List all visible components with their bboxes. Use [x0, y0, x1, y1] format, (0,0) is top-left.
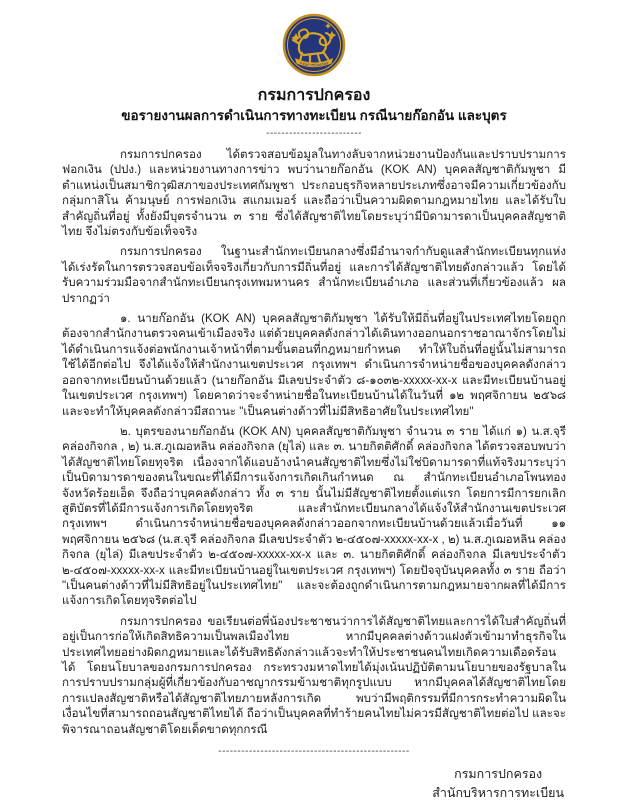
paragraph-verification: กรมการปกครอง ในฐานะสำนักทะเบียนกลางซึ่งมีอำนาจกำกับดูแลสำนักทะเบียนทุกแห่ง ได้เร่งรัดในการตรวจสอบข้อเท็จจริงเกี่ยวกับการมีถิ่นที่อยู่ และการได้สัญชาติไทยดังกล่าวแล้ว โดยได้รับความร่วมมือจากสำนักทะเบียนกรุงเทพมหานคร สำนักทะเบียนอำเภอ และส่วนที่เกี่ยวข้องแล้ว ผลปรากฏว่า	[62, 245, 566, 305]
paragraph-closing: กรมการปกครอง ขอเรียนต่อพี่น้องประชาชนว่าการได้สัญชาติไทยและการได้ใบสำคัญถิ่นที่อยู่เป็นการก่อให้เกิดสิทธิความเป็นพลเมืองไทย หากมีบุคคลต่างด้าวแฝงตัวเข้ามาทำธุรกิจในประเทศไทยอย่างผิดกฎหมายและได้รับสิทธิดังกล่าวแล้วจะทำให้ประชาชนคนไทยเกิดความเดือดร้อนได้ โดยนโยบาลของกรมการปกครอง กระทรวงมหาดไทยได้มุ่งเน้นปฏิบัติตามนโยบายของรัฐบาลในการปราบปรามกลุ่มผู้ที่เกี่ยวข้องกับอาชญากรรมข้ามชาติทุกรูปแบบ หากมีบุคคลได้สัญชาติไทยโดยการแปลงสัญชาติหรือได้สัญชาติไทยภายหลังการเกิด พบว่ามีพฤติกรรมที่มีการกระทำความผิดในเงื่อนไขที่สามารถถอนสัญชาติไทยได้ ถือว่าเป็นบุคคลที่ทำร้ายคนไทยไม่ควรมีสัญชาติไทยต่อไป และจะพิจารณาถอนสัญชาติโดยเด็ดขาดทุกกรณี	[62, 614, 566, 736]
signoff-block	[432, 765, 564, 803]
paragraph-intro: กรมการปกครอง ได้ตรวจสอบข้อมูลในทางลับจากหน่วยงานป้องกันและปราบปรามการฟอกเงิน (ปปง.) และหน่วยงานทางการข่าว พบว่านายก๊อกอัน (KOK AN) บุคคลสัญชาติกัมพูชา มีตำแหน่งเป็นสมาชิกวุฒิสภาของประเทศกัมพูชา ประกอบธุรกิจหลายประเภทซึ่งอาจมีความเกี่ยวข้องกับกลุ่มกาสิโน ค้ามนุษย์ การฟอกเงิน สแกมเมอร์ และถือว่าเป็นความผิดตามกฎหมายไทย และได้รับใบสำคัญถิ่นที่อยู่ ทั้งยังมีบุตรจำนวน ๓ ราย ซึ่งได้สัญชาติไทยโดยระบุว่ามีบิดามารดาเป็นบุคคลสัญชาติไทย จึงไม่ตรงกับข้อเท็จจริง	[62, 148, 566, 239]
signoff-agency: กรมการปกครอง	[454, 767, 543, 782]
seal-banner-text: กรมการปกครอง	[299, 60, 329, 68]
paragraph-item-1: ๑. นายก๊อกอัน (KOK AN) บุคคลสัญชาติกัมพูชา ได้รับให้มีถิ่นที่อยู่ในประเทศไทยโดยถูกต้องจากสำนักงานตรวจคนเข้าเมืองจริง แต่ด้วยบุคคลดังกล่าวได้เดินทางออกนอกราชอาณาจักรโดยไม่ได้ดำเนินการแจ้งต่อพนักงานเจ้าหน้าที่ตามขั้นตอนที่กฎหมายกำหนด ทำให้ใบถิ่นที่อยู่นั้นไม่สามารถใช้ได้อีกต่อไป จึงได้แจ้งให้สำนักงานเขตประเวศ กรุงเทพฯ ดำเนินการจำหน่ายชื่อของบุคคลดังกล่าวออกจากทะเบียนบ้านด้วยแล้ว (นายก๊อกอัน มีเลขประจำตัว ๘-๑๐๓๒-xxxxx-xx-x และมีทะเบียนบ้านอยู่ในเขตประเวศ กรุงเทพฯ) โดยคาดว่าจะจำหน่ายชื่อในทะเบียนบ้านได้ในวันที่ ๑๒ พฤศจิกายน ๒๕๖๘ และจะทำให้บุคคลดังกล่าวมีสถานะ "เป็นคนต่างด้าวที่ไม่มีสิทธิอาศัยในประเทศไทย"	[62, 312, 566, 418]
signoff-bureau: สำนักบริหารการทะเบียน	[432, 786, 564, 801]
top-separator: -------------------------	[266, 128, 362, 139]
agency-title: กรมการปกครอง	[257, 87, 371, 104]
department-of-provincial-administration-seal-icon	[282, 13, 346, 77]
paragraph-item-2: ๒. บุตรของนายก๊อกอัน (KOK AN) บุคคลสัญชาติกัมพูชา จำนวน ๓ ราย ได้แก่ ๑) น.ส.จุรี คล่องกิจกล , ๒) น.ส.ภูเฌอหลิน คล่องกิจกล (ยุไล่) และ ๓. นายกิตติศักดิ์ คล่องกิจกล ได้ตรวจสอบพบว่าได้สัญชาติไทยโดยทุจริต เนื่องจากได้แอบอ้างนำคนสัญชาติไทยซึ่งไม่ใช่บิดามารดาที่แท้จริงมาระบุว่าเป็นบิดามารดาของตนในขณะที่ได้มีการแจ้งการเกิดเกินกำหนด ณ สำนักทะเบียนอำเภอโพนทอง จังหวัดร้อยเอ็ด จึงถือว่าบุคคลดังกล่าว ทั้ง ๓ ราย นั้นไม่มีสัญชาติไทยตั้งแต่แรก โดยการมีการยกเลิกสูติบัตรที่ได้มีการแจ้งการเกิดโดยทุจริต และสำนักทะเบียนกลางได้แจ้งให้สำนักงานเขตประเวศ กรุงเทพฯ ดำเนินการจำหน่ายชื่อของบุคคลดังกล่าวออกจากทะเบียนบ้านด้วยแล้วเมื่อวันที่ ๑๑ พฤศจิกายน ๒๕๖๘ (น.ส.จุรี คล่องกิจกล มีเลขประจำตัว ๒-๔๕๐๗-xxxxx-xx-x , ๒) น.ส.ภูเฌอหลิน คล่องกิจกล (ยุไล่) มีเลขประจำตัว ๒-๔๕๐๗-xxxxx-xx-x และ ๓. นายกิตติศักดิ์ คล่องกิจกล มีเลขประจำตัว ๒-๔๕๐๗-xxxxx-xx-x และมีทะเบียนบ้านอยู่ในเขตประเวศ กรุงเทพฯ) โดยปัจจุบันบุคคลทั้ง ๓ ราย ถือว่า "เป็นคนต่างด้าวที่ไม่มีสิทธิอยู่ในประเทศไทย" และจะต้องถูกดำเนินการตามกฎหมายจากผลที่ได้มีการแจ้งการเกิดโดยทุจริตต่อไป	[62, 424, 566, 608]
document-subject: ขอรายงานผลการดำเนินการทางทะเบียน กรณีนายก๊อกอัน และบุตร	[121, 108, 507, 123]
seal-container	[62, 13, 566, 82]
bottom-separator: --------------------------------------------------	[218, 746, 410, 758]
